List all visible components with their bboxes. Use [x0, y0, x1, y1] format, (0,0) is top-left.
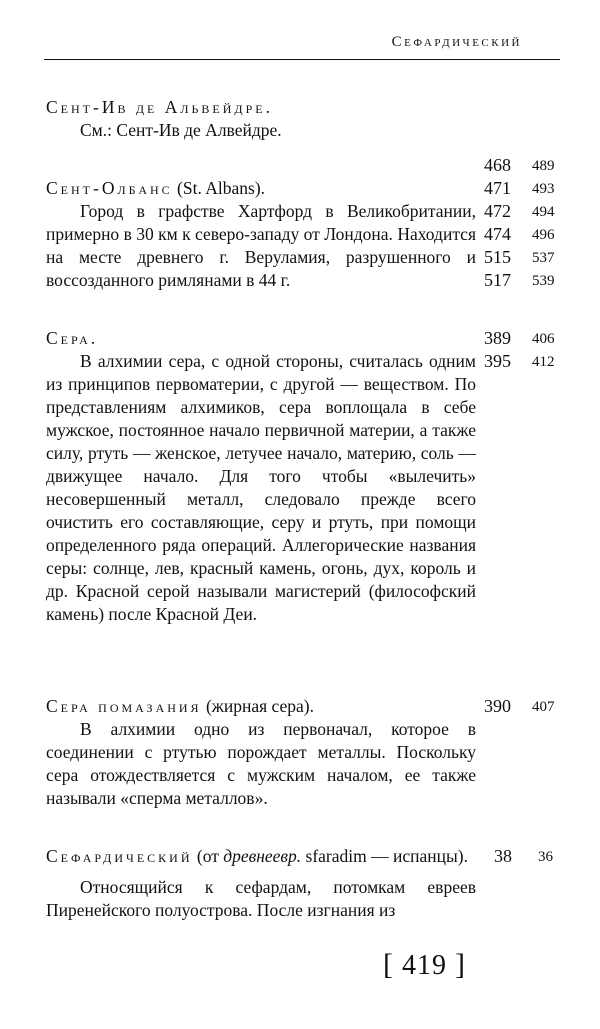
ref-page-b: 36	[538, 849, 553, 865]
entry-body: Город в графстве Хартфорд в Великобритании, примерно в 30 км к северо-западу от Лондона. Находится на месте древнего г. Веруламия, разрушенного и воссозданного римлянами в 44 г.	[46, 201, 476, 290]
ref-row	[484, 695, 572, 718]
entry-sephardic	[46, 845, 476, 922]
bracket-left: [	[383, 948, 394, 981]
term-gloss-open: (от	[192, 846, 224, 866]
term-heading: Сефардический	[46, 846, 193, 866]
ref-page-b: 489	[532, 158, 555, 174]
ref-page-a: 515	[484, 247, 511, 267]
ref-page-a: 472	[484, 201, 511, 221]
ref-row	[484, 350, 572, 373]
entry-sulfur-of-anointment	[46, 695, 476, 810]
term-gloss-close: sfaradim — испанцы).	[301, 846, 468, 866]
entry-saint-yves	[46, 96, 476, 142]
term-gloss-italic: древнеевр.	[223, 846, 302, 866]
entry-body: В алхимии сера, с одной стороны, считалась одним из принципов первоматерии, с другой — веществом. По представлениям алхимиков, сера воплощала в себе мужское, постоянное начало первичной материи, а также силу, ртуть — женское, летучее начало, материю, соль — движущее начало. Для того чтобы «вылечить» несовершенный металл, следовало прежде всего очистить его составляющие, серу и ртуть, при помощи определенного ряда операций. Аллегорические названия серы: солнце, лев, красный камень, огонь, дух, король и др. Красной серой называли магистерий (философский камень) после Красной Деи.	[46, 351, 476, 624]
header-rule	[44, 59, 560, 60]
refs-sulfur	[484, 327, 572, 373]
ref-page-a: 517	[484, 270, 511, 290]
entry-cross-reference: См.: Сент-Ив де Алвейдре.	[80, 120, 282, 140]
ref-page-a: 471	[484, 178, 511, 198]
term-heading: Сера помазания	[46, 696, 202, 716]
ref-page-b: 494	[532, 204, 555, 220]
refs-st-albans	[484, 154, 572, 292]
ref-page-a: 38	[494, 846, 512, 866]
ref-page-b: 493	[532, 181, 555, 197]
ref-row	[484, 223, 572, 246]
ref-page-b: 412	[532, 354, 555, 370]
entry-sulfur	[46, 327, 476, 626]
ref-page-b: 406	[532, 331, 555, 347]
ref-row	[484, 327, 572, 350]
ref-row	[484, 246, 572, 269]
entry-body: Относящийся к сефардам, потомкам евреев Пиренейского полуострова. После изгнания из	[46, 877, 476, 920]
page-number	[383, 948, 466, 982]
entry-term	[46, 327, 476, 350]
bracket-right: ]	[455, 948, 466, 981]
ref-page-a: 389	[484, 328, 511, 348]
term-heading: Сент-Олбанс	[46, 178, 173, 198]
ref-row	[484, 200, 572, 223]
refs-sulfur-of-anointment	[484, 695, 572, 718]
ref-row	[484, 845, 572, 868]
ref-page-a: 474	[484, 224, 511, 244]
ref-page-b: 537	[532, 250, 555, 266]
entry-term	[46, 695, 476, 718]
refs-sephardic	[484, 845, 572, 868]
ref-row	[484, 269, 572, 292]
entry-term	[46, 845, 476, 868]
term-heading: Сент-Ив де Альвейдре.	[46, 97, 273, 117]
term-gloss: (жирная сера).	[201, 696, 315, 716]
ref-page-b: 496	[532, 227, 555, 243]
ref-row	[484, 154, 572, 177]
entry-term	[46, 177, 476, 200]
ref-page-b: 407	[532, 699, 555, 715]
running-head: Сефардический	[391, 34, 522, 50]
entry-st-albans	[46, 177, 476, 292]
entry-body: В алхимии одно из первоначал, которое в соединении с ртутью порождает металлы. Поскольку сера отождествляется с мужским началом, ее также называли «сперма металлов».	[46, 719, 476, 808]
term-heading: Сера.	[46, 328, 99, 348]
term-gloss: (St. Albans).	[172, 178, 266, 198]
ref-row	[484, 177, 572, 200]
ref-page-a: 468	[484, 155, 511, 175]
ref-page-b: 539	[532, 273, 555, 289]
ref-page-a: 390	[484, 696, 511, 716]
entry-term	[46, 96, 476, 119]
page-number-value: 419	[402, 950, 447, 981]
ref-page-a: 395	[484, 351, 511, 371]
